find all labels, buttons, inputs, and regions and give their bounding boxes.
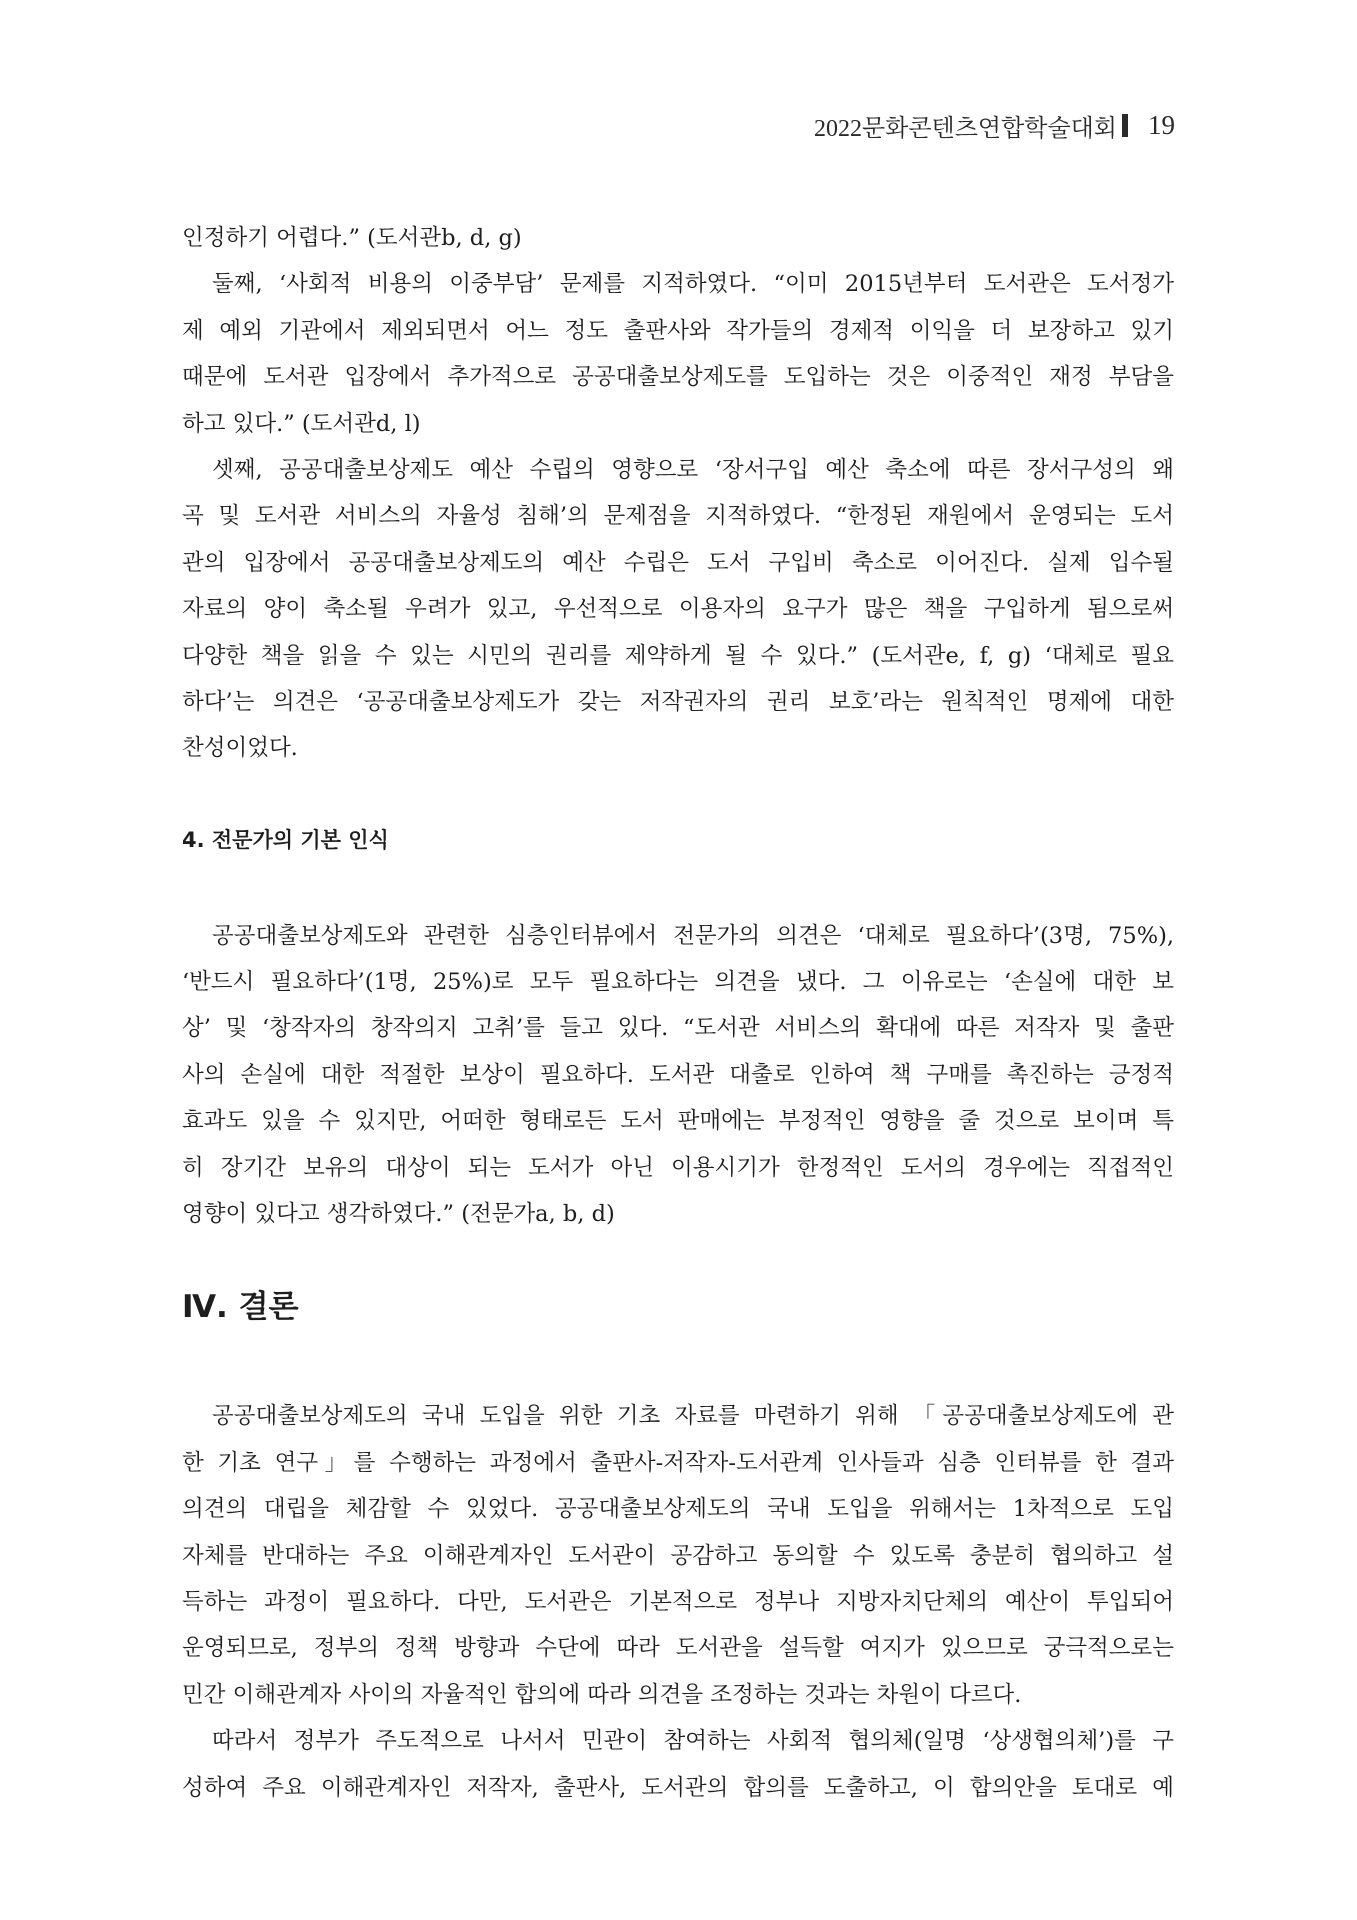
paragraph-block-conclusion <box>182 1393 1174 1811</box>
text-line: 사의 손실에 대한 적절한 보상이 필요하다. 도서관 대출로 인하여 책 구매를 촉진하는 긍정적 <box>182 1061 1174 1088</box>
text-line: 인정하기 어렵다.” (도서관b, d, g) <box>182 225 522 251</box>
page-body <box>182 215 1174 1811</box>
text-line: 득하는 과정이 필요하다. 다만, 도서관은 기본적으로 정부나 지방자치단체의 예산이 투입되어 <box>182 1588 1174 1615</box>
text-line: 히 장기간 보유의 대상이 되는 도서가 아닌 이용시기가 한정적인 도서의 경우에는 직접적인 <box>182 1154 1174 1181</box>
text-line: 셋째, 공공대출보상제도 예산 수립의 영향으로 ‘장서구입 예산 축소에 따른 장서구성의 왜 <box>212 456 1174 483</box>
paragraph-block-continuation <box>182 215 1174 772</box>
text-line: 하고 있다.” (도서관d, l) <box>182 410 421 437</box>
text-line: 공공대출보상제도의 국내 도입을 위한 기초 자료를 마련하기 위해 「공공대출보상제도에 관 <box>212 1403 1174 1430</box>
text-line: 제 예외 기관에서 제외되면서 어느 정도 출판사와 작가들의 경제적 이익을 더 보장하고 있기 <box>182 317 1174 344</box>
section-heading: 4. 전문가의 기본 인식 <box>182 827 389 852</box>
text-line: 운영되므로, 정부의 정책 방향과 수단에 따라 도서관을 설득할 여지가 있으므로 궁극적으로는 <box>182 1635 1174 1662</box>
running-title: 2022문화콘텐츠연합학술대회 <box>813 116 1117 142</box>
text-line: 상’ 및 ‘창작자의 창작의지 고취’를 들고 있다. “도서관 서비스의 확대에 따른 저작자 및 출판 <box>182 1015 1174 1042</box>
text-line: 자체를 반대하는 주요 이해관계자인 도서관이 공감하고 동의할 수 있도록 충분히 협의하고 설 <box>182 1542 1174 1569</box>
page-number: 19 <box>1148 110 1175 140</box>
text-line: 공공대출보상제도와 관련한 심층인터뷰에서 전문가의 의견은 ‘대체로 필요하다’(3명, 75%), <box>212 922 1174 949</box>
text-line: 다양한 책을 읽을 수 있는 시민의 권리를 제약하게 될 수 있다.” (도서관e, f, g) ‘대체로 필요 <box>182 642 1174 669</box>
header-separator-bar <box>1122 114 1128 137</box>
text-line: 곡 및 도서관 서비스의 자율성 침해’의 문제점을 지적하였다. “한정된 재원에서 운영되는 도서 <box>182 503 1174 530</box>
text-line: 하다’는 의견은 ‘공공대출보상제도가 갖는 저작권자의 권리 보호’라는 원칙적인 명제에 대한 <box>182 688 1174 715</box>
text-line: ‘반드시 필요하다’(1명, 25%)로 모두 필요하다는 의견을 냈다. 그 이유로는 ‘손실에 대한 보 <box>182 969 1174 996</box>
text-line: 의견의 대립을 체감할 수 있었다. 공공대출보상제도의 국내 도입을 위해서는 1차적으로 도입 <box>182 1496 1174 1523</box>
text-line: 민간 이해관계자 사이의 자율적인 합의에 따라 의견을 조정하는 것과는 차원이 다르다. <box>182 1681 1022 1708</box>
chapter-heading: Ⅳ. 결론 <box>182 1289 299 1326</box>
text-line: 찬성이었다. <box>182 735 298 762</box>
text-line: 관의 입장에서 공공대출보상제도의 예산 수립은 도서 구입비 축소로 이어진다. 실제 입수될 <box>182 549 1174 576</box>
paragraph-block-experts <box>182 913 1174 1238</box>
text-line: 성하여 주요 이해관계자인 저작자, 출판사, 도서관의 합의를 도출하고, 이 합의안을 토대로 예 <box>182 1774 1174 1801</box>
text-line: 둘째, ‘사회적 비용의 이중부담’ 문제를 지적하였다. “이미 2015년부터 도서관은 도서정가 <box>212 271 1174 298</box>
text-line: 한 기초 연구」를 수행하는 과정에서 출판사-저작자-도서관계 인사들과 심층 인터뷰를 한 결과 <box>182 1449 1174 1476</box>
page-header <box>814 108 1175 143</box>
text-line: 때문에 도서관 입장에서 추가적으로 공공대출보상제도를 도입하는 것은 이중적인 재정 부담을 <box>182 364 1174 391</box>
text-line: 따라서 정부가 주도적으로 나서서 민관이 참여하는 사회적 협의체(일명 ‘상생협의체’)를 구 <box>212 1728 1174 1755</box>
text-line: 효과도 있을 수 있지만, 어떠한 형태로든 도서 판매에는 부정적인 영향을 줄 것으로 보이며 특 <box>182 1108 1174 1135</box>
text-line: 자료의 양이 축소될 우려가 있고, 우선적으로 이용자의 요구가 많은 책을 구입하게 됨으로써 <box>182 596 1174 623</box>
text-line: 영향이 있다고 생각하였다.” (전문가a, b, d) <box>182 1201 615 1228</box>
